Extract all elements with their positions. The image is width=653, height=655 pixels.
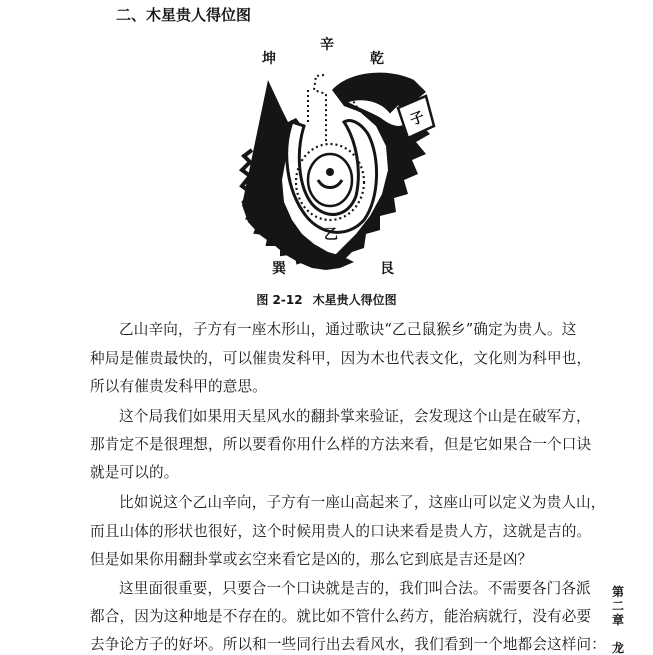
body-line: 种局是催贵最快的，可以催贵发科甲，因为木也代表文化，文化则为科甲也， [90, 350, 592, 367]
chapter-side-tab [608, 585, 628, 655]
label-zi: 子 [408, 109, 427, 129]
label-yi: 乙 [324, 227, 338, 243]
side-tab-char: 章 [611, 613, 624, 627]
side-tab-char: 龙 [611, 641, 624, 655]
body-line: 所以有催贵发科甲的意思。 [90, 378, 267, 395]
body-line: 而且山体的形状也很好，这个时候用贵人的口诀来看是贵人方，这就是吉的。 [90, 523, 592, 540]
label-gen: 艮 [380, 261, 394, 277]
body-line: 去争论方子的好坏。所以和一些同行出去看风水，我们看到一个地都会这样问： [90, 636, 607, 653]
center-dot [326, 168, 334, 176]
center-smile [318, 180, 342, 188]
figure-wood-star-noble [230, 30, 460, 280]
body-line: 就是可以的。 [90, 464, 179, 481]
body-line: 这里面很重要，只要合一个口诀就是吉的，我们叫合法。不需要各门各派 [119, 580, 591, 597]
section-heading: 二、木星贵人得位图 [116, 6, 252, 24]
body-line: 都合，因为这种地是不存在的。就比如不管什么药方，能治病就行，没有必要 [90, 608, 592, 625]
body-line: 比如说这个乙山辛向，子方有一座山高起来了，这座山可以定义为贵人山， [119, 494, 606, 511]
label-xin: 辛 [320, 37, 334, 53]
body-line: 乙山辛向，子方有一座木形山，通过歌诀“乙己鼠猴乡”确定为贵人。这 [119, 321, 577, 338]
body-line: 但是如果你用翻卦掌或玄空来看它是凶的，那么它到底是吉还是凶？ [90, 551, 533, 568]
side-tab-char: 第 [611, 585, 624, 599]
inner-circle [308, 154, 352, 206]
body-line: 这个局我们如果用天星风水的翻卦掌来验证，会发现这个山是在破军方， [119, 408, 591, 425]
label-kun: 坤 [262, 51, 276, 67]
caption-title: 木星贵人得位图 [312, 293, 397, 307]
figure-caption [0, 291, 653, 308]
label-xun: 巽 [272, 261, 286, 277]
label-qian: 乾 [370, 51, 384, 67]
body-line: 那肯定不是很理想，所以要看你用什么样的方法来看，但是它如果合一个口诀 [90, 436, 592, 453]
caption-number: 图 2-12 [256, 293, 303, 307]
side-tab-char: 二 [611, 599, 624, 613]
